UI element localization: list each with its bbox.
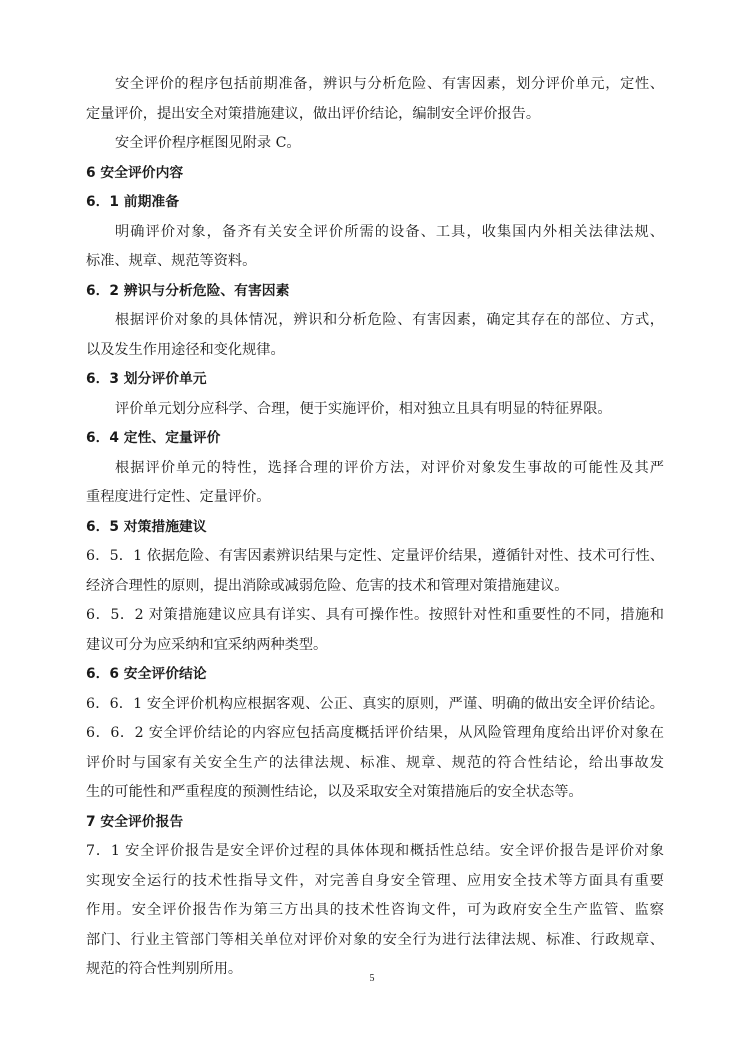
subsection-heading-6-4: 6．4 定性、定量评价 [86, 430, 221, 446]
paragraph-line: 部门、行业主管部门等相关单位对评价对象的安全行为进行法律法规、标准、行政规章、 [86, 931, 664, 948]
paragraph-line: 根据评价对象的具体情况，辨识和分析危险、有害因素，确定其存在的部位、方式， [115, 312, 664, 328]
paragraph-line: 安全评价程序框图见附录 C。 [115, 135, 301, 151]
subsection-heading-6-5: 6．5 对策措施建议 [86, 518, 207, 535]
subsection-heading-6-1: 6．1 前期准备 [86, 194, 179, 210]
paragraph-line: 规范的符合性判别所用。 [86, 961, 243, 977]
section-heading-7: 7 安全评价报告 [86, 813, 184, 830]
paragraph-line: 评价时与国家有关安全生产的法律法规、标准、规章、规范的符合性结论，给出事故发 [86, 754, 664, 771]
section-heading-6: 6 安全评价内容 [86, 164, 184, 181]
page-number: 5 [369, 973, 375, 984]
paragraph-line: 生的可能性和严重程度的预测性结论，以及采取安全对策措施后的安全状态等。 [86, 784, 583, 800]
clause-line-6-5-2: 6．5．2 对策措施建议应具有详实、具有可操作性。按照针对性和重要性的不同，措施和 [86, 607, 664, 623]
paragraph-line: 定量评价，提出安全对策措施建议，做出评价结论，编制安全评价报告。 [86, 105, 541, 122]
subsection-heading-6-6: 6．6 安全评价结论 [86, 666, 207, 682]
clause-line-6-5-1: 6．5．1 依据危险、有害因素辨识结果与定性、定量评价结果，遵循针对性、技术可行性、 [86, 548, 664, 564]
clause-line-6-6-1: 6．6．1 安全评价机构应根据客观、公正、真实的原则，严谨、明确的做出安全评价结论。 [86, 695, 664, 712]
subsection-heading-6-3: 6．3 划分评价单元 [86, 371, 207, 387]
paragraph-line: 以及发生作用途径和变化规律。 [86, 341, 285, 358]
paragraph-line: 实现安全运行的技术性指导文件，对完善自身安全管理、应用安全技术等方面具有重要 [86, 872, 664, 889]
subsection-heading-6-2: 6．2 辨识与分析危险、有害因素 [86, 282, 290, 299]
paragraph-line: 评价单元划分应科学、合理，便于实施评价，相对独立且具有明显的特征界限。 [115, 400, 612, 417]
paragraph-line: 作用。安全评价报告作为第三方出具的技术性咨询文件，可为政府安全生产监管、监察 [86, 902, 664, 918]
paragraph-line: 标准、规章、规范等资料。 [86, 253, 257, 269]
document-body [86, 70, 664, 985]
paragraph-line: 经济合理性的原则，提出消除或减弱危险、危害的技术和管理对策措施建议。 [86, 577, 569, 594]
clause-line-6-6-2: 6．6．2 安全评价结论的内容应包括高度概括评价结果，从风险管理角度给出评价对象在 [86, 725, 664, 741]
paragraph-line: 根据评价单元的特性，选择合理的评价方法，对评价对象发生事故的可能性及其严 [115, 459, 664, 476]
paragraph-line: 重程度进行定性、定量评价。 [86, 489, 271, 505]
paragraph-line: 安全评价的程序包括前期准备，辨识与分析危险、有害因素，划分评价单元，定性、 [115, 76, 664, 92]
paragraph-line: 建议可分为应采纳和宜采纳两种类型。 [86, 636, 328, 653]
paragraph-line: 明确评价对象，备齐有关安全评价所需的设备、工具，收集国内外相关法律法规、 [115, 223, 664, 240]
clause-line-7-1: 7．1 安全评价报告是安全评价过程的具体体现和概括性总结。安全评价报告是评价对象 [86, 843, 664, 859]
